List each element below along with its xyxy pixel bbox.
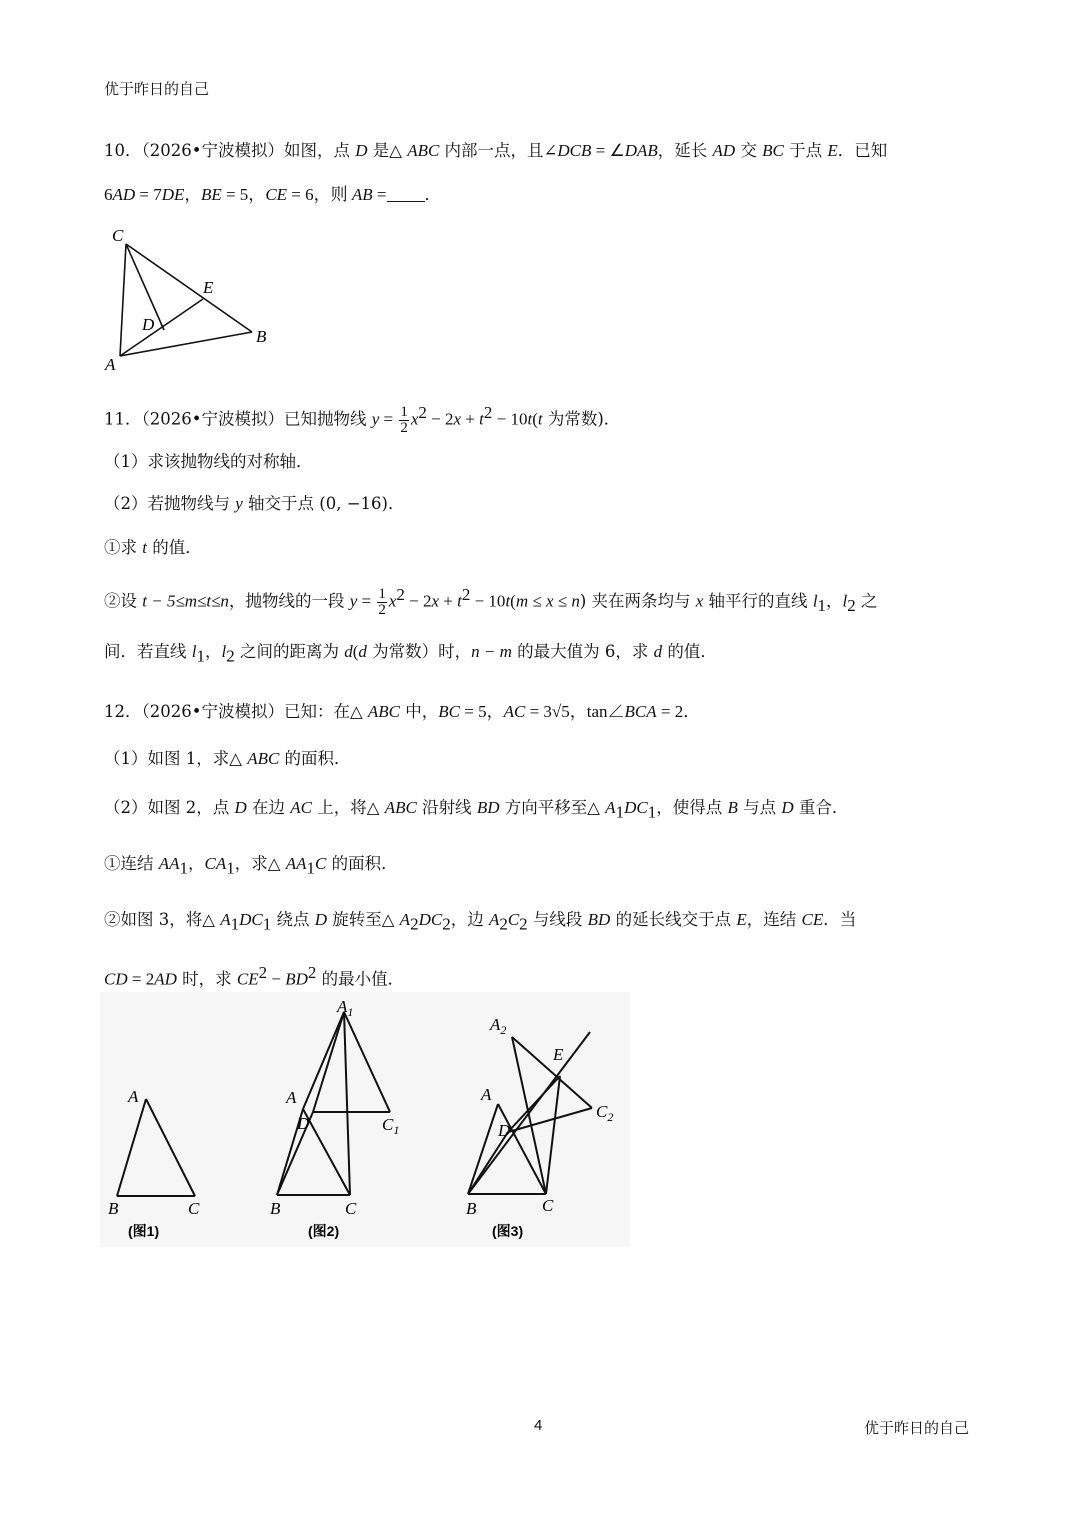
fig2-caption: (图2) (308, 1223, 340, 1239)
label-E: E (203, 278, 214, 297)
fraction-half-2: $\frac{1}{2}$ (378, 585, 386, 618)
page-number: 4 (534, 1417, 543, 1434)
q11-sub1: ①求 t 的值． (104, 538, 202, 557)
label-A: A (105, 355, 116, 374)
footer-text: 优于昨日的自己 (864, 1419, 970, 1437)
q12-stem: 12．（2026•宁波模拟）已知：在△ ABC 中，BC = 5，AC = 3√5，tan∠BCA = 2． (104, 702, 701, 721)
q11-part2: （2）若抛物线与 y 轴交于点 (0, −16)． (104, 494, 405, 513)
fig3-label-C2: $C_2$ (596, 1102, 614, 1124)
fig1-label-C: C (188, 1199, 200, 1218)
q12-figures (100, 992, 630, 1247)
q11-part1: （1）求该抛物线的对称轴． (104, 452, 313, 471)
q11-sub2: ②设 t − 5≤m≤t≤n，抛物线的一段 y = $\frac{1}{2}$ $x^2 - 2x + t^2 - 10t(m \le x \le n)$ 夹在两条均与 x 轴平行的直线 $l_1$，$l_2$ 之 (104, 585, 878, 618)
fig3-label-E: E (553, 1045, 564, 1064)
label-C: C (112, 226, 124, 245)
fig1-caption: (图1) (128, 1223, 160, 1239)
fig3-label-A: A (481, 1085, 492, 1104)
q10-line1: 10．（2026•宁波模拟）如图，点 D 是△ ABC 内部一点，且∠DCB = ∠DAB，延长 AD 交 BC 于点 E．已知 (104, 141, 888, 160)
fig2-label-B: B (270, 1199, 281, 1218)
fig2-label-C1: $C_1$ (382, 1115, 400, 1137)
fig3-label-A2: $A_2$ (490, 1015, 507, 1037)
q12-part2: （2）如图 2，点 D 在边 AC 上，将△ ABC 沿射线 BD 方向平移至△ $A_1DC_1$，使得点 B 与点 D 重合． (104, 798, 849, 822)
fig3-label-C: C (542, 1196, 554, 1215)
q12-part1: （1）如图 1，求△ ABC 的面积． (104, 749, 351, 768)
q12-sub1: ①连结 $AA_1$，$CA_1$，求△ $AA_1C$ 的面积． (104, 854, 398, 878)
fig3-label-B: B (466, 1199, 477, 1218)
fig2-label-C: C (345, 1199, 357, 1218)
segment-CA (120, 244, 126, 356)
label-D: D (142, 315, 155, 334)
q10-figure (100, 222, 280, 377)
label-B: B (256, 327, 267, 346)
fig2-label-A1: $A_1$ (337, 997, 354, 1019)
q12-sub2-cont: CD = 2AD 时，求 $CE^2 - BD^2$ 的最小值． (104, 963, 405, 989)
fig1-label-A: A (128, 1087, 139, 1106)
fraction-half: $\frac{1}{2}$ (400, 403, 408, 436)
segment-AE (120, 299, 203, 356)
fig1-label-B: B (108, 1199, 119, 1218)
fig2-label-D: D (297, 1114, 310, 1133)
q12-sub2: ②如图 3，将△ $A_1DC_1$ 绕点 D 旋转至△ $A_2DC_2$，边 $A_2C_2$ 与线段 BD 的延长线交于点 E，连结 CE．当 (104, 910, 857, 934)
q10-line2: 6AD = 7DE，BE = 5，CE = 6，则 AB = ． (104, 185, 442, 204)
q11-sub2-cont: 间．若直线 $l_1$，$l_2$ 之间的距离为 d(d 为常数）时，n − m 的最大值为 6，求 d 的值． (104, 642, 717, 666)
page-header: 优于昨日的自己 (104, 80, 210, 98)
fig3-caption: (图3) (492, 1223, 524, 1239)
answer-blank (387, 187, 425, 202)
segment-AB (120, 332, 252, 356)
fig3-label-D: D (498, 1121, 511, 1140)
q11-stem: 11．（2026•宁波模拟）已知抛物线 y = $\frac{1}{2}$ $x^2 - 2x + t^2 - 10t(t$ 为常数)． (104, 403, 621, 436)
fig2-label-A: A (286, 1088, 297, 1107)
